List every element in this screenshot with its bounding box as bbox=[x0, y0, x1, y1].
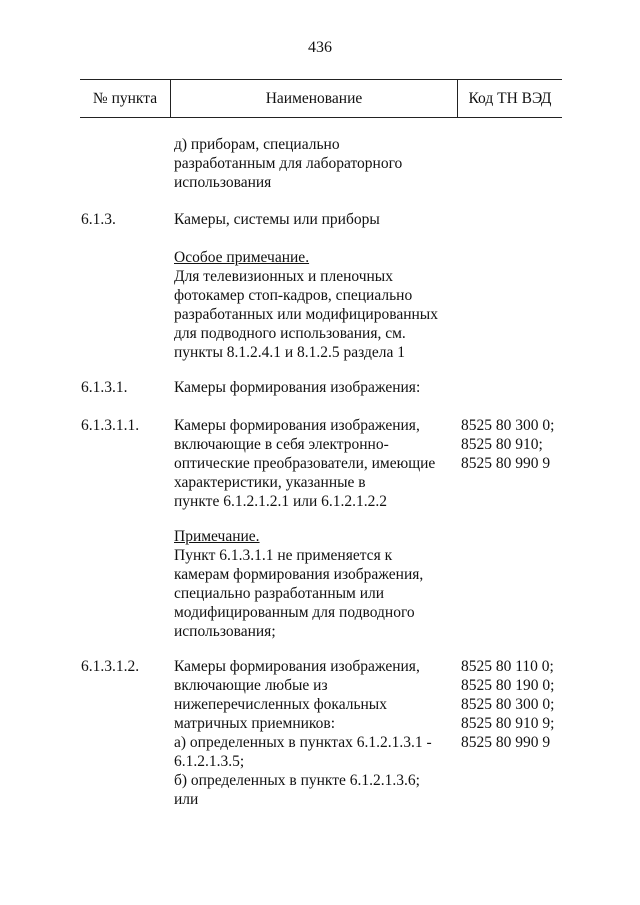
header-name-column: Наименование bbox=[265, 90, 363, 107]
page-number: 436 bbox=[308, 39, 332, 56]
code-line: 8525 80 990 9 bbox=[461, 734, 551, 751]
text-line: пункте 6.1.2.1.2.1 или 6.1.2.1.2.2 bbox=[174, 493, 388, 510]
text-line: разработанных или модифицированных bbox=[174, 306, 438, 323]
text-line: фотокамер стоп-кадров, специально bbox=[174, 287, 413, 304]
text-line: 6.1.2.1.3.5; bbox=[174, 753, 245, 770]
text-line: специально разработанным или bbox=[174, 585, 385, 602]
code-line: 8525 80 190 0; bbox=[461, 677, 555, 694]
text-line: камерам формирования изображения, bbox=[174, 566, 424, 583]
item-number: 6.1.3.1. bbox=[81, 379, 128, 396]
note-heading: Примечание. bbox=[174, 528, 260, 545]
text-line: или bbox=[174, 791, 199, 808]
text-line: матричных приемников: bbox=[174, 715, 336, 732]
table-header-top-rule bbox=[80, 79, 562, 80]
text-line: Для телевизионных и пленочных bbox=[174, 268, 393, 285]
code-line: 8525 80 300 0; bbox=[461, 417, 555, 434]
header-code-column: Код ТН ВЭД bbox=[468, 90, 552, 107]
text-line: пункты 8.1.2.4.1 и 8.1.2.5 раздела 1 bbox=[174, 344, 406, 361]
code-line: 8525 80 990 9 bbox=[461, 455, 551, 472]
item-number: 6.1.3. bbox=[81, 211, 116, 228]
code-line: 8525 80 300 0; bbox=[461, 696, 555, 713]
text-line: Пункт 6.1.3.1.1 не применяется к bbox=[174, 547, 393, 564]
text-line: б) определенных в пункте 6.1.2.1.3.6; bbox=[174, 772, 420, 789]
item-description bbox=[174, 416, 435, 511]
special-note-heading: Особое примечание. bbox=[174, 249, 310, 266]
text-line: Камеры формирования изображения, bbox=[174, 658, 420, 675]
code-line: 8525 80 910 9; bbox=[461, 715, 555, 732]
text-line: а) определенных в пунктах 6.1.2.1.3.1 - bbox=[174, 734, 432, 751]
text-line: характеристики, указанные в bbox=[174, 474, 366, 491]
item-title: Камеры, системы или приборы bbox=[174, 211, 380, 228]
text-line: д) приборам, специально bbox=[174, 136, 340, 153]
text-line: нижеперечисленных фокальных bbox=[174, 696, 387, 713]
item-title: Камеры формирования изображения: bbox=[174, 379, 421, 396]
continued-item-d bbox=[174, 135, 402, 192]
text-line: использования; bbox=[174, 623, 276, 640]
code-line: 8525 80 110 0; bbox=[461, 658, 554, 675]
header-number-column: № пункта bbox=[92, 90, 158, 107]
text-line: использования bbox=[174, 174, 272, 191]
item-number: 6.1.3.1.1. bbox=[81, 417, 140, 434]
table-header-bottom-rule bbox=[80, 117, 562, 118]
text-line: разработанным для лабораторного bbox=[174, 155, 403, 172]
special-note bbox=[174, 248, 438, 362]
item-codes bbox=[461, 416, 554, 473]
text-line: для подводного использования, см. bbox=[174, 325, 406, 342]
text-line: оптические преобразователи, имеющие bbox=[174, 455, 436, 472]
code-line: 8525 80 910; bbox=[461, 436, 543, 453]
text-line: включающие в себя электронно- bbox=[174, 436, 389, 453]
text-line: Камеры формирования изображения, bbox=[174, 417, 420, 434]
text-line: включающие любые из bbox=[174, 677, 328, 694]
item-number: 6.1.3.1.2. bbox=[81, 658, 140, 675]
item-description bbox=[174, 657, 432, 809]
item-codes bbox=[461, 657, 554, 752]
text-line: модифицированным для подводного bbox=[174, 604, 415, 621]
note bbox=[174, 527, 423, 641]
